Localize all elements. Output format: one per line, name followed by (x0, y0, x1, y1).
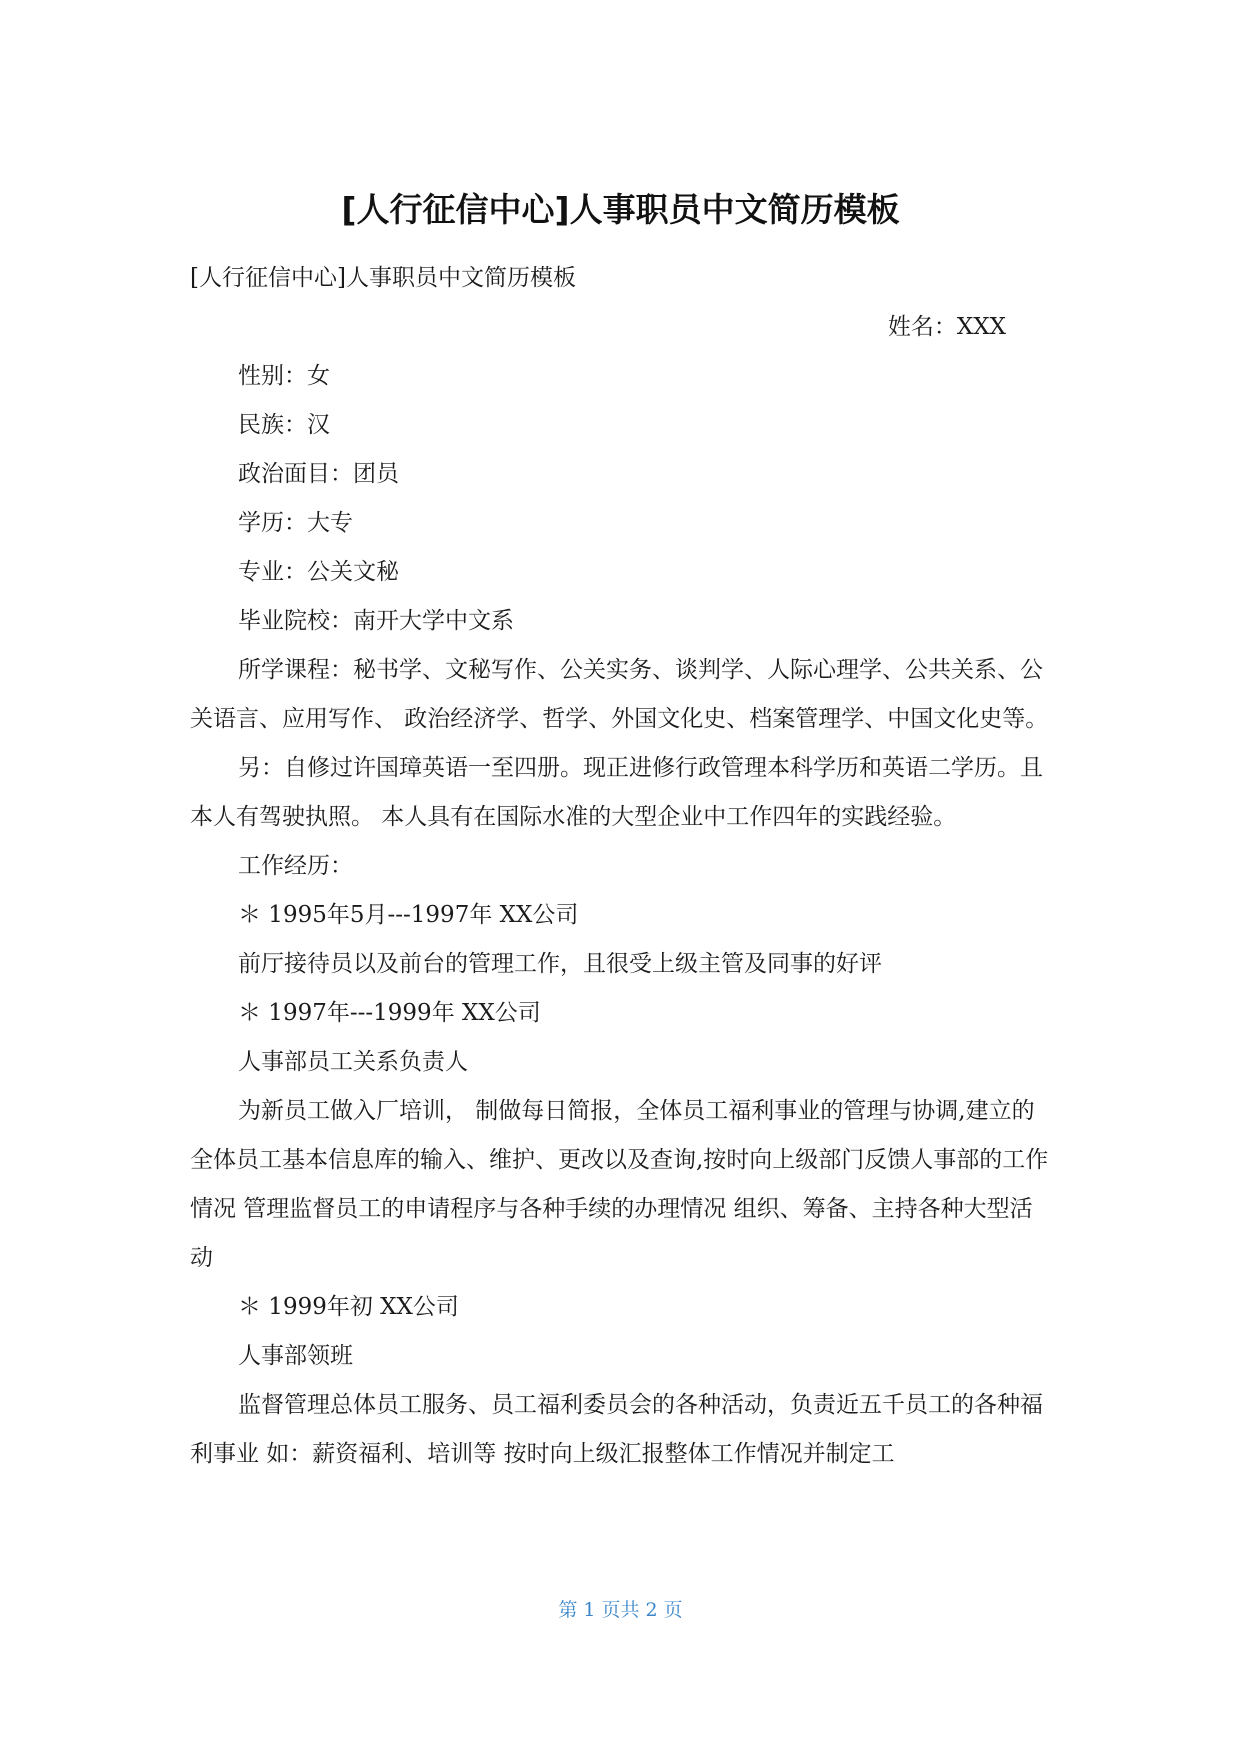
document-title: [人行征信中心]人事职员中文简历模板 (341, 190, 900, 229)
paragraph-job-1-description: 前厅接待员以及前台的管理工作，且很受上级主管及同事的好评 (238, 951, 882, 977)
paragraph-job-1-period: ＊ 1995年5月---1997年 XX公司 (238, 902, 579, 928)
paragraph-gender: 性别：女 (238, 363, 330, 389)
paragraph-courses: 所学课程：秘书学、文秘写作、公关实务、谈判学、人际心理学、公共关系、公关语言、应用写作、 政治经济学、哲学、外国文化史、档案管理学、中国文化史等。 (190, 657, 1049, 732)
name-line: 姓名：XXX (887, 314, 1006, 340)
paragraph-job-3-title: 人事部领班 (238, 1343, 353, 1369)
paragraph-job-2-title: 人事部员工关系负责人 (238, 1049, 468, 1075)
paragraph-school: 毕业院校：南开大学中文系 (238, 608, 514, 634)
paragraph-additional: 另：自修过许国璋英语一至四册。现正进修行政管理本科学历和英语二学历。且本人有驾驶执照。 本人具有在国际水准的大型企业中工作四年的实践经验。 (190, 755, 1043, 830)
paragraph-job-2-description: 为新员工做入厂培训， 制做每日简报，全体员工福利事业的管理与协调,建立的全体员工基本信息库的输入、维护、更改以及查询,按时向上级部门反馈人事部的工作情况 管理监督员工的申请程序与各种手续的办理情况 组织、筹备、主持各种大型活动 (190, 1098, 1049, 1271)
document-body (190, 254, 1052, 1479)
paragraph-ethnicity: 民族：汉 (238, 412, 330, 438)
paragraph-political-status: 政治面目：团员 (238, 461, 399, 487)
paragraph-education: 学历：大专 (238, 510, 353, 536)
paragraph-job-3-period: ＊ 1999年初 XX公司 (238, 1294, 459, 1320)
paragraph-job-3-description: 监督管理总体员工服务、员工福利委员会的各种活动，负责近五千员工的各种福利事业 如：薪资福利、培训等 按时向上级汇报整体工作情况并制定工 (190, 1392, 1043, 1467)
paragraph-major: 专业：公关文秘 (238, 559, 399, 585)
document-subtitle: [人行征信中心]人事职员中文简历模板 (190, 265, 576, 291)
page-number-footer: 第 1 页共 2 页 (558, 1599, 683, 1621)
paragraph-work-history-heading: 工作经历： (238, 853, 353, 879)
paragraph-job-2-period: ＊ 1997年---1999年 XX公司 (238, 1000, 541, 1026)
